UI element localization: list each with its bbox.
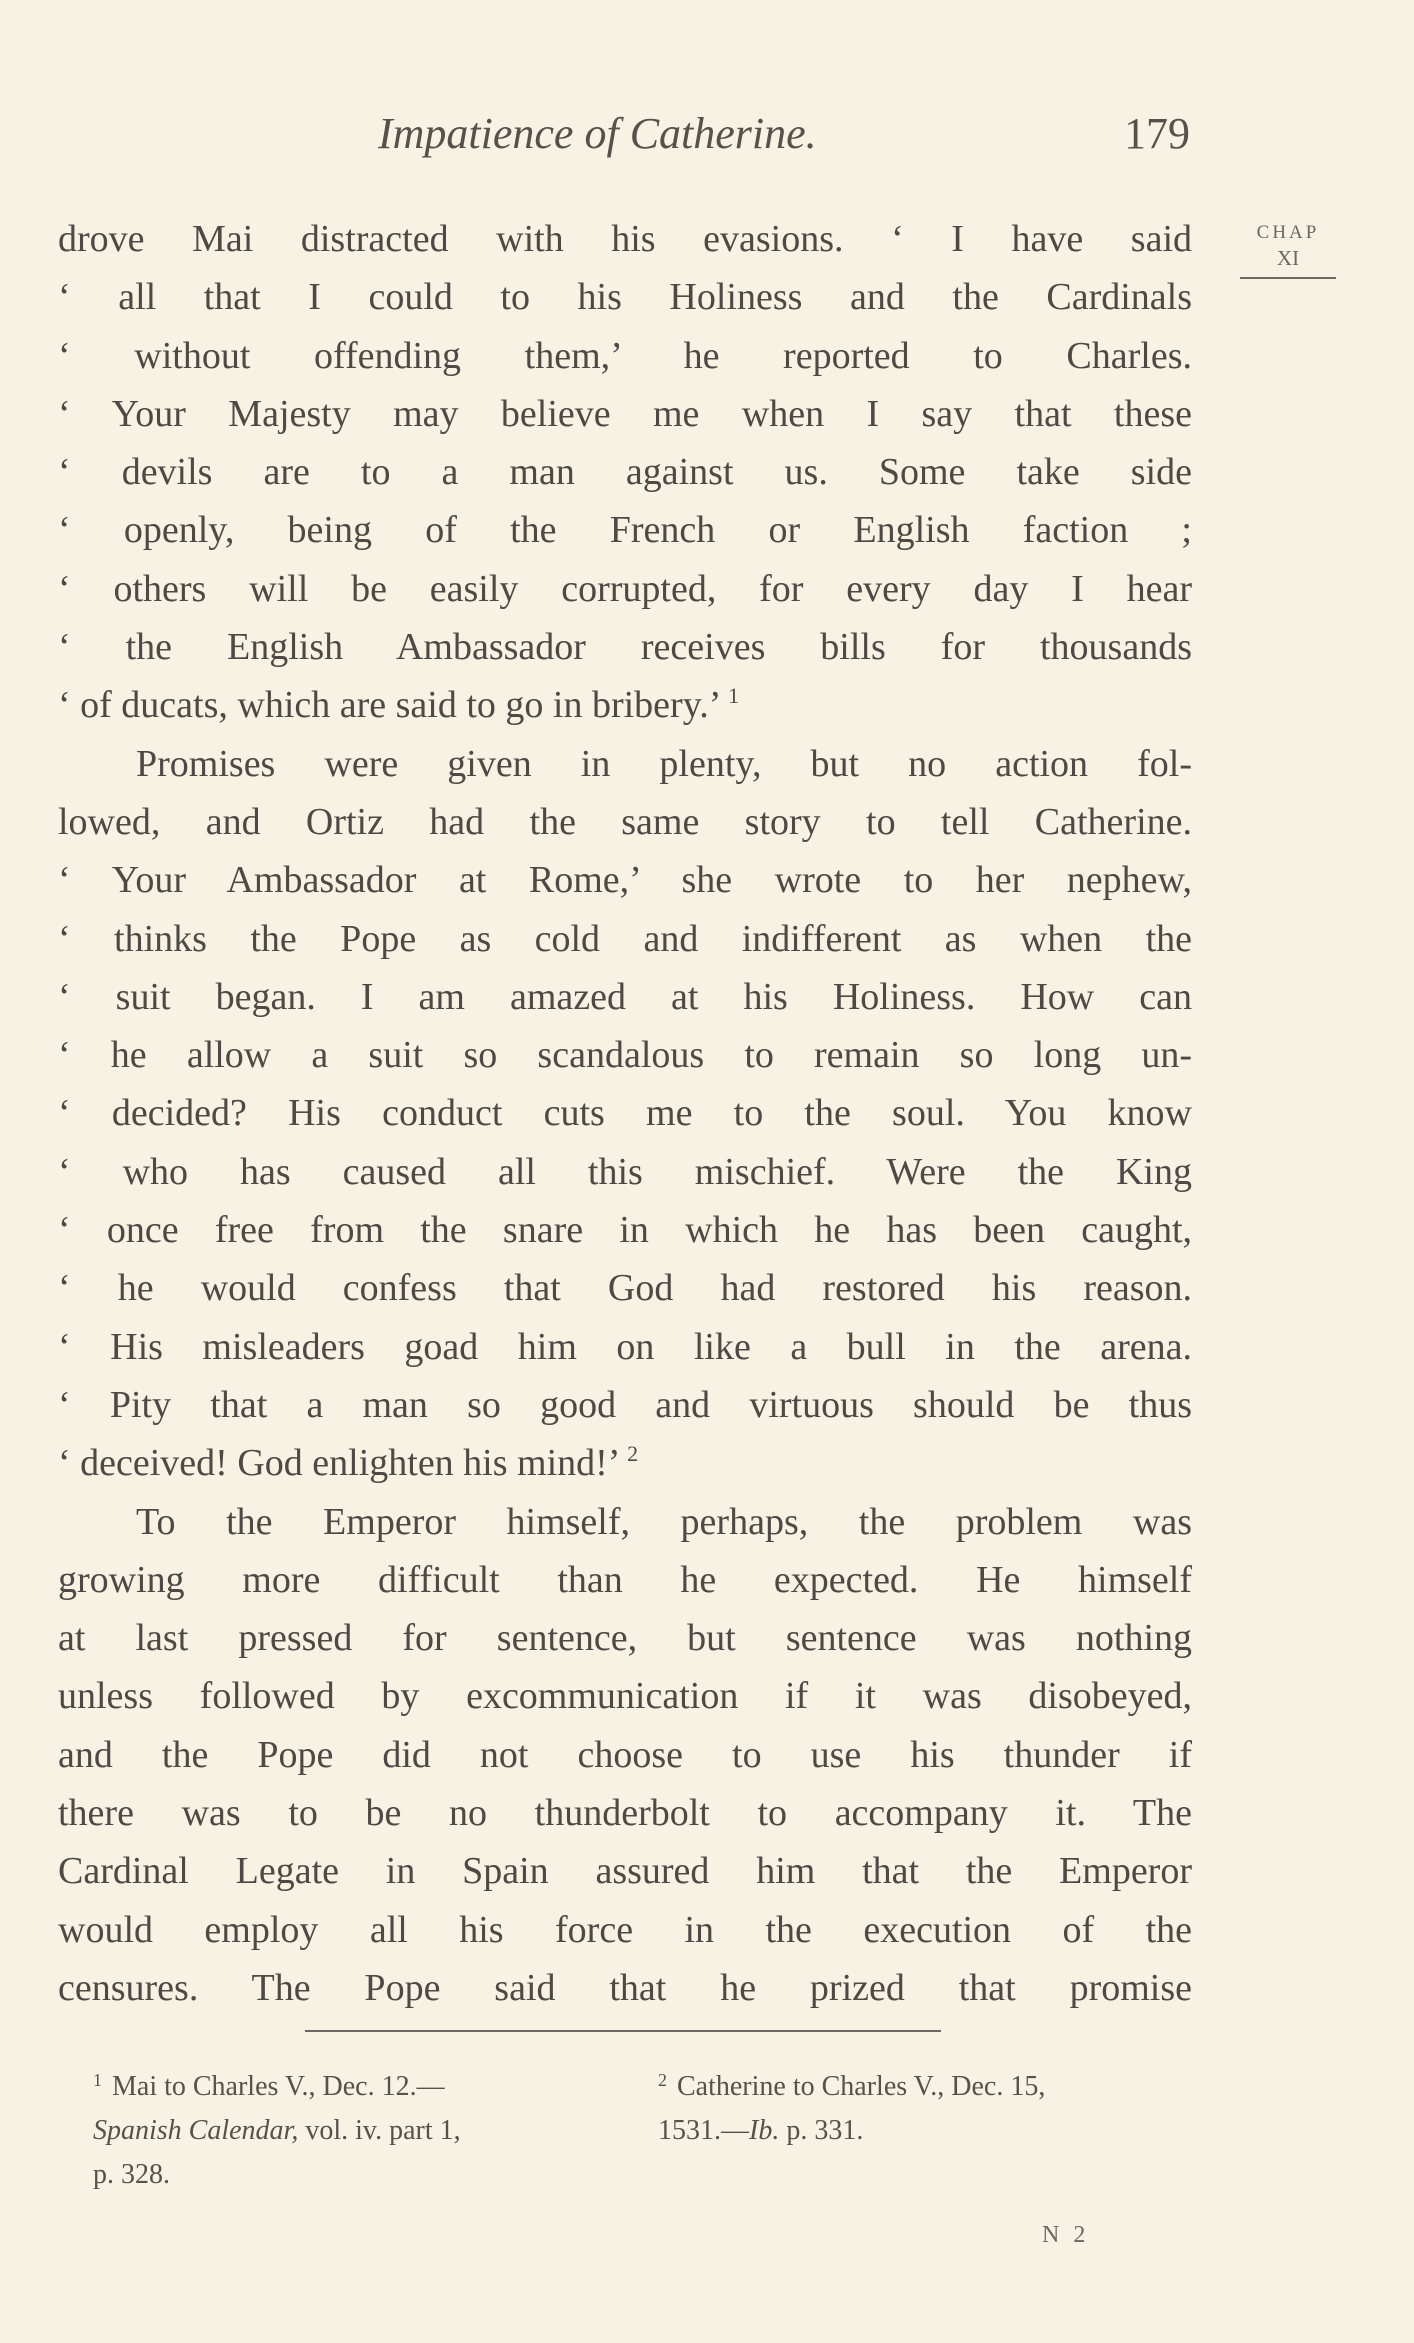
text-line: ‘ others will be easily corrupted, for every day I hear [58, 567, 1192, 610]
signature-mark: N 2 [1042, 2222, 1090, 2248]
text-line: drove Mai distracted with his evasions. ‘ I have said [58, 218, 1192, 260]
footnote-number: 2 [658, 2070, 667, 2090]
running-title: Impatience of Catherine. [378, 109, 817, 158]
text-line: ‘ without offending them,’ he reported to Charles. [58, 334, 1192, 377]
footnote-2: $^2$ Catherine to Charles V., Dec. 15, 1531.—Ib. p. 331. [658, 2070, 1046, 2146]
text-line: To the Emperor himself, perhaps, the problem was [136, 1500, 1192, 1543]
chapter-number: XI [1240, 246, 1336, 279]
footnote-divider [305, 2030, 941, 2032]
text-line: ‘ of ducats, which are said to go in bribery.’ $^1$ [58, 683, 740, 727]
text-line: censures. The Pope said that he prized that promise [58, 1966, 1192, 2009]
chapter-label: CHAP [1256, 222, 1320, 243]
text-line: ‘ the English Ambassador receives bills for thousands [58, 626, 1192, 669]
page-number: 179 [1124, 109, 1190, 158]
text-line: ‘ thinks the Pope as cold and indifferent as when the [58, 917, 1192, 960]
text-line: ‘ all that I could to his Holiness and the Cardinals [58, 276, 1192, 319]
footnote-1: $^1$ Mai to Charles V., Dec. 12.— Spanish Calendar, vol. iv. part 1, p. 328. [93, 2070, 461, 2190]
page-header [58, 108, 1190, 168]
text-line: lowed, and Ortiz had the same story to tell Catherine. [58, 800, 1192, 843]
text-line: ‘ His misleaders goad him on like a bull in the arena. [58, 1325, 1192, 1368]
text-line: at last pressed for sentence, but sentence was nothing [58, 1617, 1192, 1660]
footnote-ref-2: 2 [627, 1441, 639, 1467]
text-line: ‘ Your Majesty may believe me when I say that these [58, 392, 1192, 435]
text-line: growing more difficult than he expected. He himself [58, 1558, 1192, 1601]
text-line: ‘ Your Ambassador at Rome,’ she wrote to her nephew, [58, 859, 1192, 902]
text-line: ‘ decided? His conduct cuts me to the soul. You know [58, 1092, 1192, 1135]
footnote-ref-1: 1 [728, 683, 740, 709]
footnote-number: 1 [93, 2070, 102, 2090]
text-line: and the Pope did not choose to use his thunder if [58, 1733, 1192, 1776]
text-line: Promises were given in plenty, but no action fol- [136, 742, 1192, 785]
text-line: ‘ devils are to a man against us. Some take side [58, 451, 1192, 494]
chapter-margin-note [1240, 222, 1336, 279]
text-line: ‘ suit began. I am amazed at his Holiness. How can [58, 975, 1192, 1018]
text-line: ‘ he allow a suit so scandalous to remain so long un- [58, 1034, 1192, 1077]
text-line: unless followed by excommunication if it was disobeyed, [58, 1675, 1192, 1718]
text-line: ‘ once free from the snare in which he has been caught, [58, 1209, 1192, 1252]
body-text [58, 210, 1192, 2017]
text-line: there was to be no thunderbolt to accompany it. The [58, 1792, 1192, 1835]
text-line: ‘ deceived! God enlighten his mind!’ $^2$ [58, 1441, 639, 1485]
text-line: Cardinal Legate in Spain assured him that the Emperor [58, 1850, 1192, 1893]
text-line: ‘ Pity that a man so good and virtuous should be thus [58, 1383, 1192, 1426]
text-line: ‘ openly, being of the French or English faction ; [58, 509, 1192, 552]
text-line: ‘ he would confess that God had restored his reason. [58, 1267, 1192, 1310]
text-line: would employ all his force in the execution of the [58, 1908, 1192, 1951]
text-line: ‘ who has caused all this mischief. Were the King [58, 1150, 1192, 1193]
